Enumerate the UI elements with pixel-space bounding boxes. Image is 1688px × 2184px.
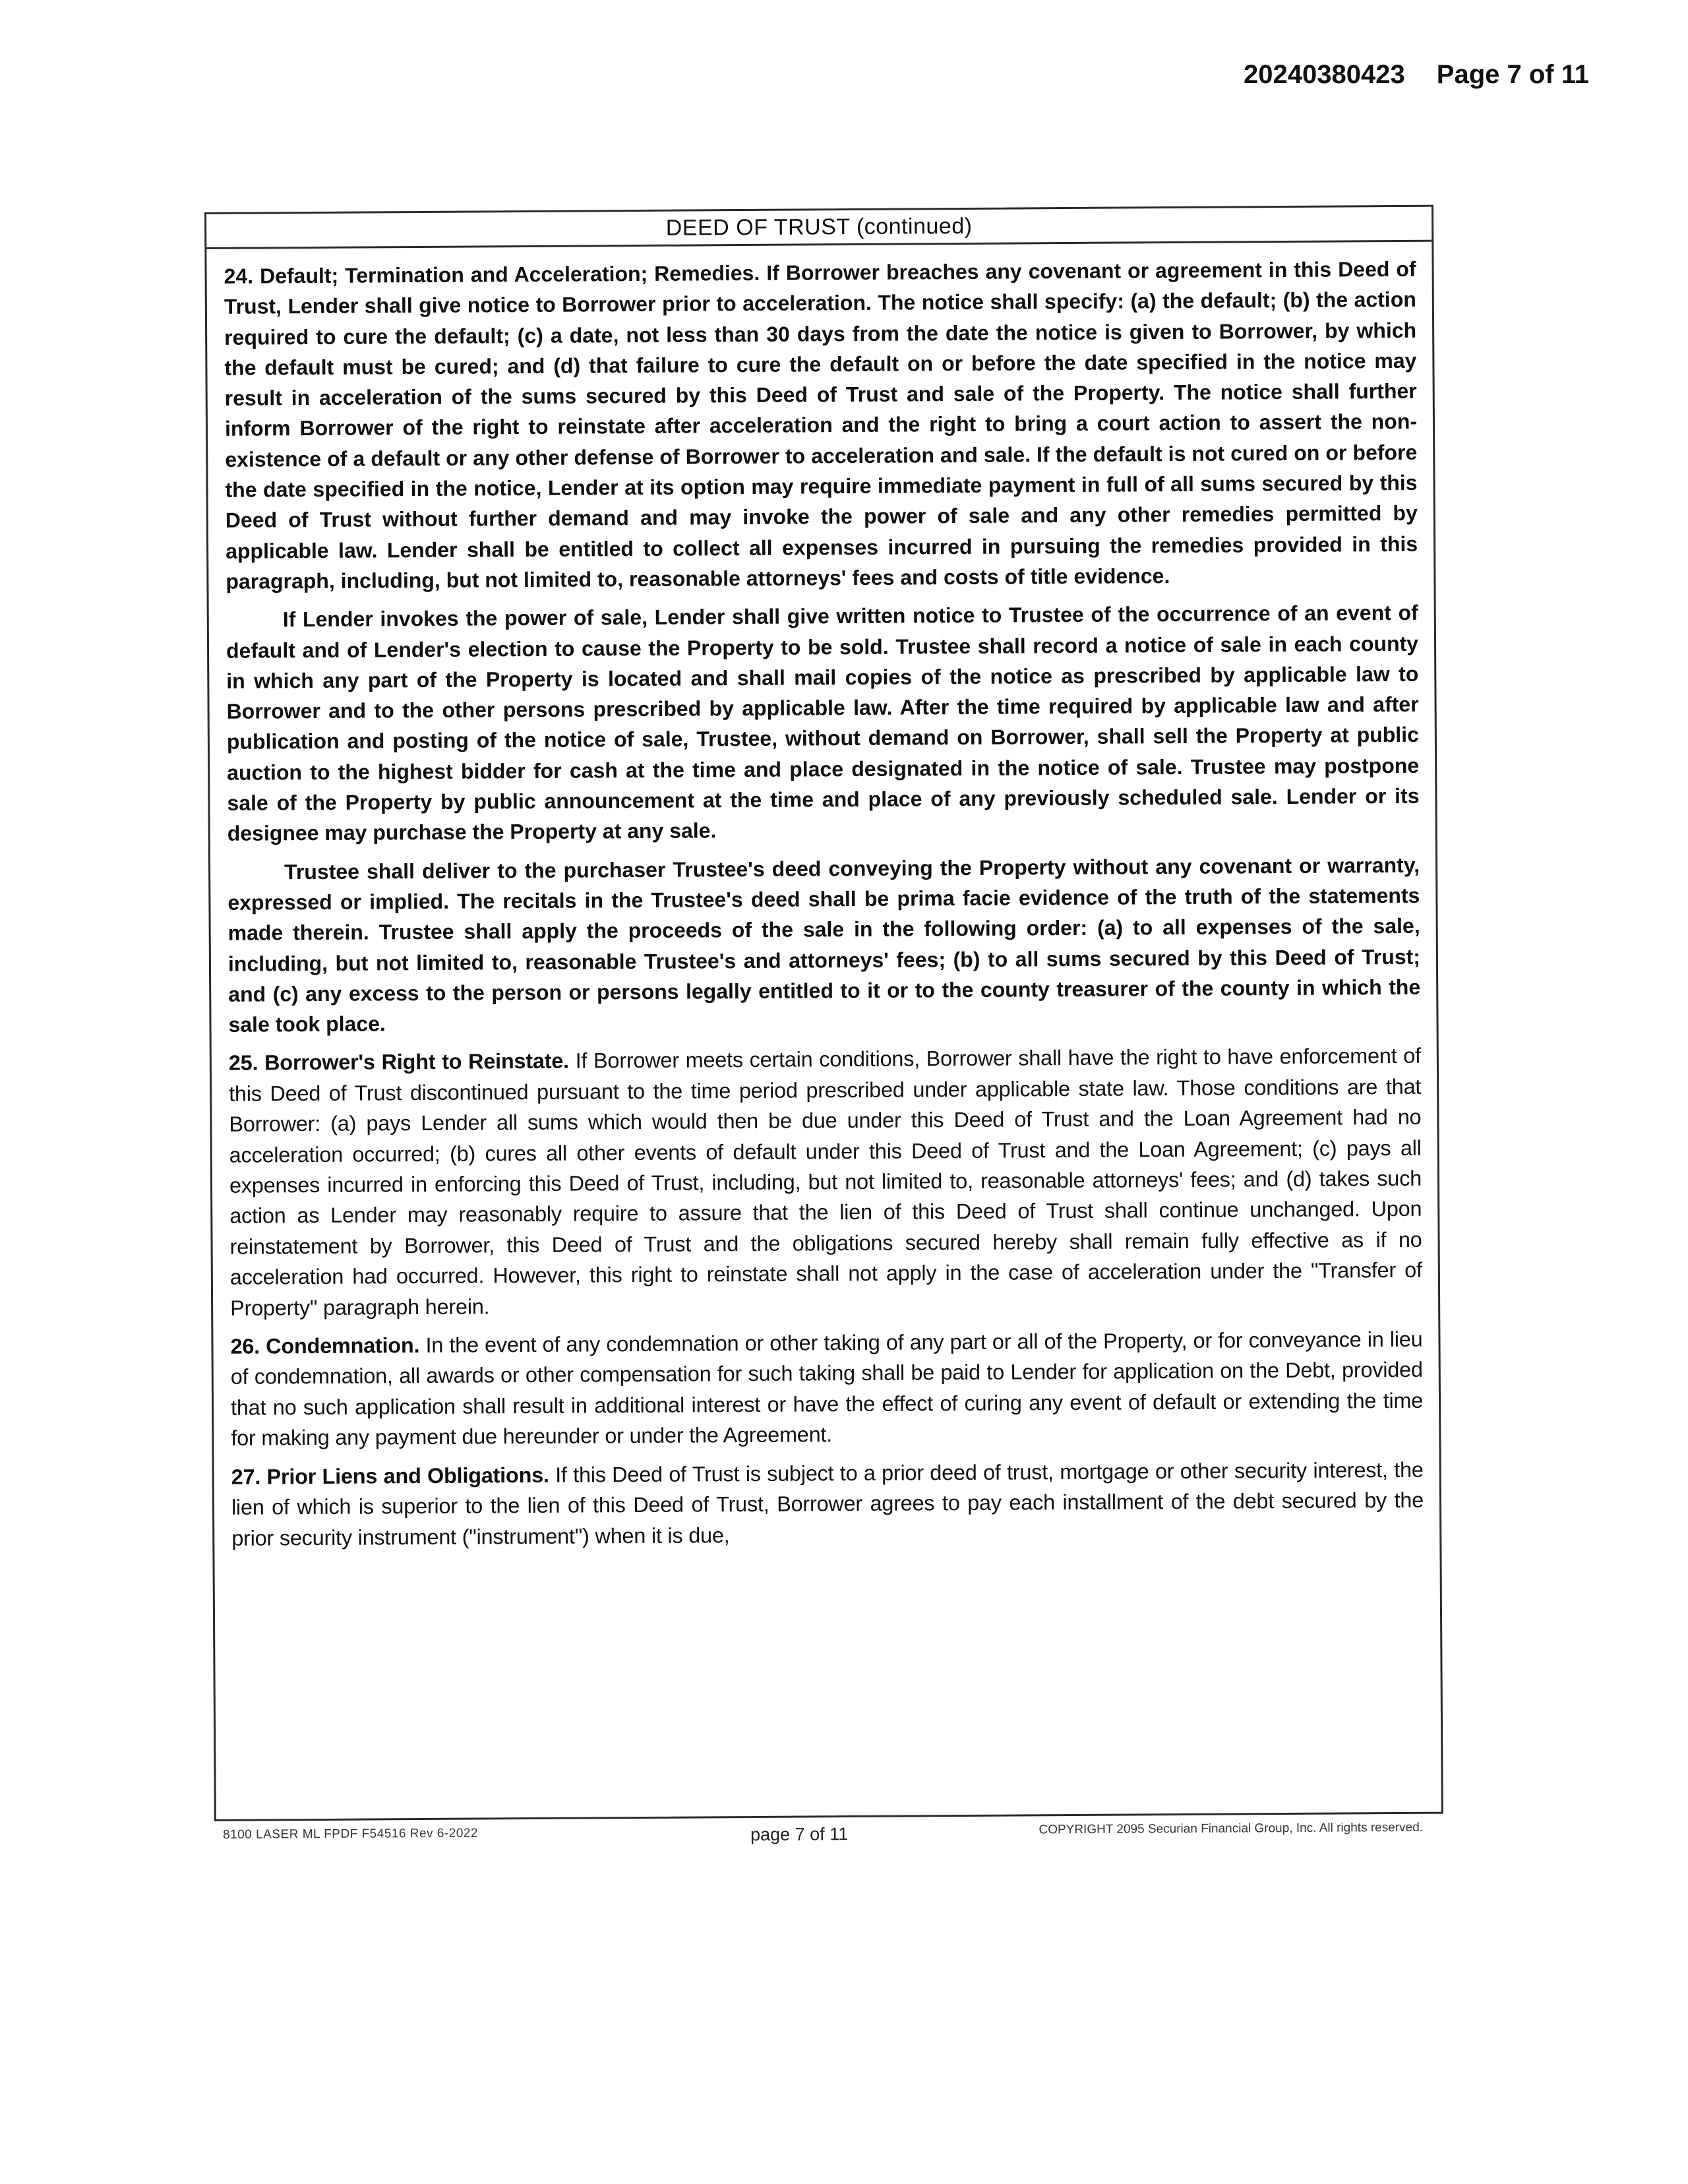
section-heading: 25. Borrower's Right to Reinstate. [228,1049,570,1076]
recording-header [1229,30,1589,90]
form-title: DEED OF TRUST (continued) [206,207,1432,249]
page-indicator: Page 7 of 11 [1436,60,1589,89]
form-id: 8100 LASER ML FPDF F54516 Rev 6-2022 [223,1826,479,1842]
section-25-right-to-reinstate [229,1041,1423,1323]
paragraph-text: In the event of any condemnation or other taking of any part or all of the Property, or for conveyance in lieu of condemnation, all awards or other compensation for such taking shall be paid to Lender for application on the Debt, provided that no such application shall result in additional interest or have the effect of curing any event of default or extending the time for making any payment due hereunder or under the Agreement. [230,1327,1424,1451]
form-body [206,242,1439,1554]
footer-page-number: page 7 of 11 [750,1824,849,1845]
copyright-notice: COPYRIGHT 2095 Securian Financial Group, Inc. All rights reserved. [1039,1820,1424,1837]
paragraph-text: Trustee shall deliver to the purchaser Trustee's deed conveying the Property without any covenant or warranty, expressed or implied. The recitals in the Trustee's deed shall be prima facie evidence of the truth of the statements made therein. Trustee shall apply the proceeds of the sale in the following order: (a) to all expenses of the sale, including, but not limited to, reasonable Trustee's and attorneys' fees; (b) to all sums secured by this Deed of Trust; and (c) any excess to the person or persons legally entitled to it or to the county treasurer of the county in which the sale took place. [227,853,1421,1037]
section-heading: 26. Condemnation. [230,1333,420,1358]
paragraph-text: If Lender invokes the power of sale, Lender shall give written notice to Trustee of the occurrence of an event of default and of Lender's election to cause the Property to be sold. Trustee shall record a notice of sale in each county in which any part of the Property is located and shall mail copies of the notice as prescribed by applicable law to Borrower and to the other persons prescribed by applicable law. After the time required by applicable law and after publication and posting of the notice of sale, Trustee, without demand on Borrower, shall sell the Property at public auction to the highest bidder for cash at the time and place designated in the notice of sale. Trustee may postpone sale of the Property by public announcement at the time and place of any previously scheduled sale. Lender or its designee may purchase the Property at any sale. [226,601,1420,846]
paragraph-text: 24. Default; Termination and Acceleration; Remedies. If Borrower breaches any covenant or agreement in this Deed of Trust, Lender shall give notice to Borrower prior to acceleration. The notice shall specify: (a) the default; (b) the action required to cure the default; (c) a date, not less than 30 days from the date the notice is given to Borrower, by which the default must be cured; and (d) that failure to cure the default on or before the date specified in the notice may result in acceleration of the sums secured by this Deed of Trust and sale of the Property. The notice shall further inform Borrower of the right to reinstate after acceleration and the right to bring a court action to assert the non-existence of a default or any other defense of Borrower to acceleration and sale. If the default is not cured on or before the date specified in the notice, Lender at its option may require immediate payment in full of all sums secured by this Deed of Trust without further demand and may invoke the power of sale and any other remedies permitted by applicable law. Lender shall be entitled to collect all expenses incurred in pursuing the remedies provided in this paragraph, including, but not limited to, reasonable attorneys' fees and costs of title evidence. [224,257,1418,593]
document-number: 20240380423 [1244,60,1405,89]
section-24-default-remedies [224,254,1418,597]
section-24-trustee-deed [227,849,1421,1040]
deed-form-frame [204,205,1443,1821]
section-26-condemnation [230,1324,1423,1454]
form-footer [223,1821,1423,1854]
paragraph-text: If Borrower meets certain conditions, Borrower shall have the right to have enforcement of this Deed of Trust discontinued pursuant to the time period prescribed under applicable state law. Those conditions are that Borrower: (a) pays Lender all sums which would then be due under this Deed of Trust and the Loan Agreement had no acceleration occurred; (b) cures all other events of default under this Deed of Trust and the Loan Agreement; (c) pays all expenses incurred in enforcing this Deed of Trust, including, but not limited to, reasonable attorneys' fees; and (d) takes such action as Lender may reasonably require to assure that the lien of this Deed of Trust shall continue unchanged. Upon reinstatement by Borrower, this Deed of Trust and the obligations secured hereby shall remain fully effective as if no acceleration had occurred. However, this right to reinstate shall not apply in the case of acceleration under the "Transfer of Property" paragraph herein. [229,1044,1422,1320]
section-24-power-of-sale [226,597,1420,849]
section-heading: 27. Prior Liens and Obligations. [231,1463,549,1489]
paragraph-text: If this Deed of Trust is subject to a prior deed of trust, mortgage or other security interest, the lien of which is superior to the lien of this Deed of Trust, Borrower agrees to pay each installment of the debt secured by the prior security instrument ("instrument") when it is due, [231,1457,1424,1550]
section-27-prior-liens [231,1454,1424,1553]
